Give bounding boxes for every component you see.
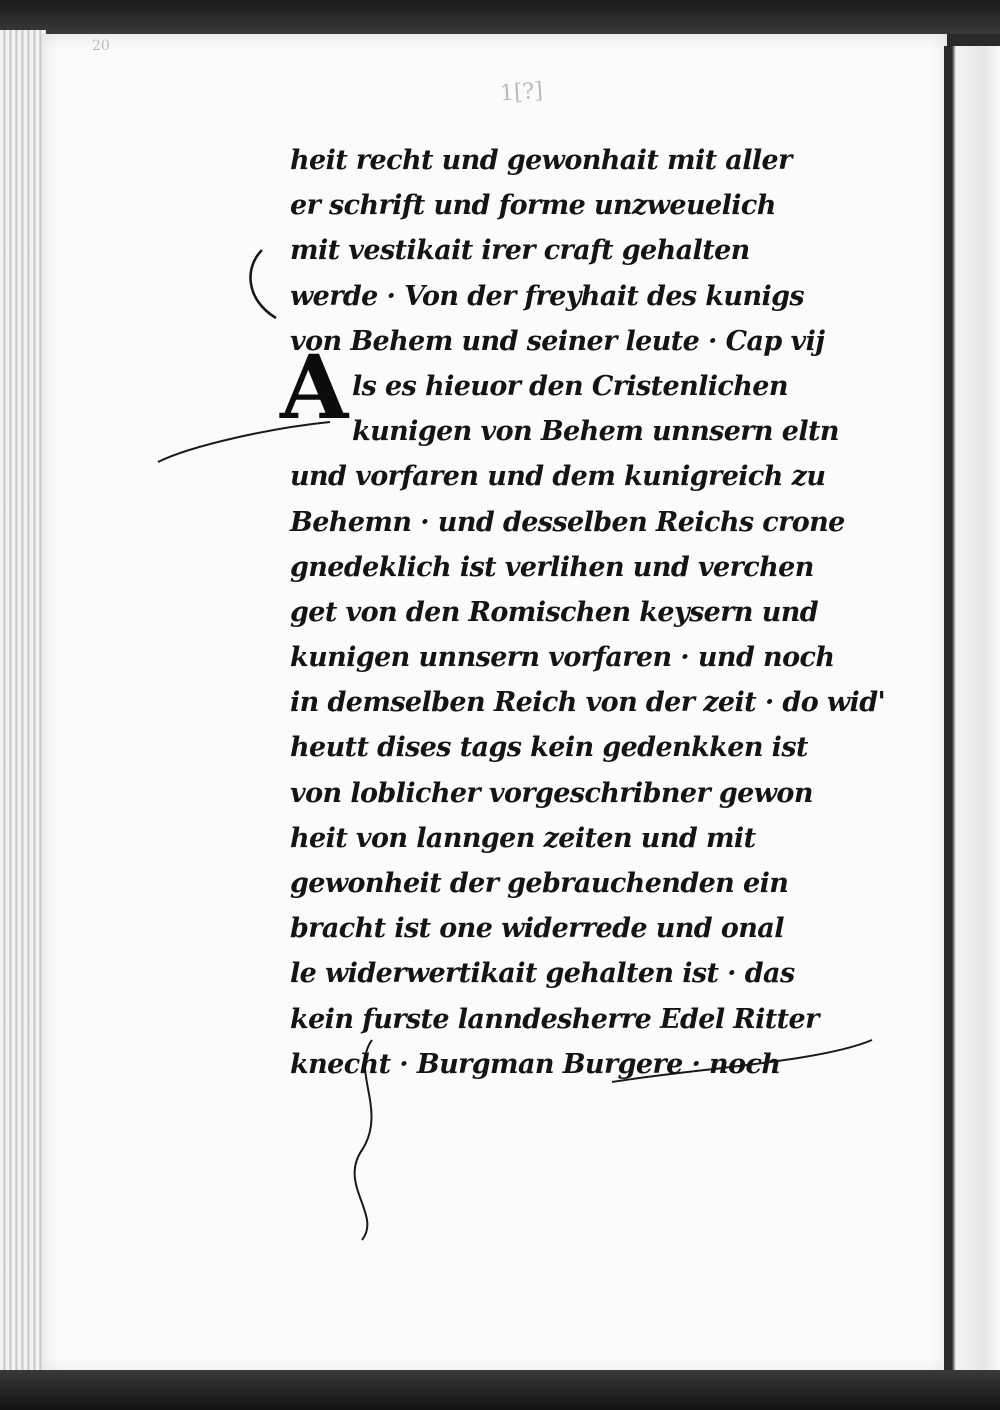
text-line: Behemn · und desselben Reichs crone (290, 506, 845, 538)
folio-number: 1[?] (499, 78, 544, 107)
text-line: knecht · Burgman Burgere · noch (290, 1048, 781, 1080)
text-line: von Behem und seiner leute · Cap vij (290, 325, 825, 357)
text-line: von loblicher vorgeschribner gewon (290, 777, 813, 809)
text-line: bracht ist one widerrede und onal (290, 913, 784, 945)
text-line: und vorfaren und dem kunigreich zu (290, 461, 826, 493)
text-line: heit von lanngen zeiten und mit (290, 822, 756, 854)
text-line: ls es hieuor den Cristenlichen (352, 370, 788, 402)
scan-top-border (0, 0, 1000, 34)
text-line: mit vestikait irer craft gehalten (290, 235, 750, 267)
text-line: get von den Romischen keysern und (290, 596, 819, 628)
page-stack-left-edge (0, 30, 46, 1380)
text-line: le widerwertikait gehalten ist · das (290, 958, 795, 990)
text-line: in demselben Reich von der zeit · do wid' (290, 687, 886, 719)
manuscript-text (290, 138, 930, 1087)
text-line: kunigen unnsern vorfaren · und noch (290, 642, 835, 674)
text-line: kunigen von Behem unnsern eltn (352, 416, 839, 448)
text-line: werde · Von der freyhait des kunigs (290, 280, 805, 312)
text-line: gnedeklich ist verlihen und verchen (290, 551, 814, 583)
text-line: heutt dises tags kein gedenkken ist (290, 732, 808, 764)
text-line: heit recht und gewonhait mit aller (290, 145, 792, 176)
initial-letter: A (280, 335, 349, 439)
scan-bottom-border (0, 1370, 1000, 1410)
facing-page-edge (944, 46, 1000, 1376)
text-line: gewonheit der gebrauchenden ein (290, 868, 789, 899)
text-line: kein furste lanndesherre Edel Ritter (290, 1003, 819, 1035)
text-line: er schrift und forme unzweuelich (290, 190, 776, 222)
corner-mark: 20 (92, 38, 110, 54)
